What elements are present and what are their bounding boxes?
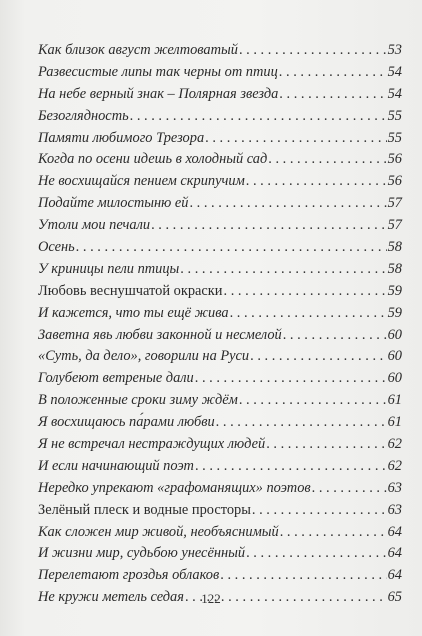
toc-entry-title: Голубеют ветреные дали — [38, 370, 194, 387]
toc-leader-dots — [220, 567, 386, 584]
toc-entry-page: 57 — [387, 195, 402, 212]
toc-entry — [38, 545, 402, 567]
toc-entry-title: Когда по осени идешь в холодный сад — [38, 151, 268, 168]
toc-entry-title: Как сложен мир живой, необъяснимый — [38, 523, 279, 540]
toc-entry — [38, 173, 402, 195]
toc-leader-dots — [283, 327, 387, 344]
toc-entry — [38, 458, 402, 480]
toc-entry-page: 55 — [387, 107, 402, 124]
toc-entry-title: Не кружи метель седая — [38, 589, 184, 606]
toc-entry-title: И кажется, что ты ещё жива — [38, 304, 229, 321]
toc-entry-page: 60 — [387, 348, 402, 365]
toc-entry-page: 59 — [387, 304, 402, 321]
toc-entry — [38, 195, 402, 217]
toc-leader-dots — [76, 239, 387, 256]
toc-leader-dots — [189, 195, 386, 212]
toc-entry-title: И если начинающий поэт — [38, 457, 194, 474]
toc-leader-dots — [205, 130, 386, 147]
toc-leader-dots — [239, 42, 387, 59]
toc-entry-title: Перелетают гроздья облаков — [38, 567, 220, 584]
page-number: 122 — [201, 591, 221, 606]
toc-leader-dots — [312, 480, 387, 497]
toc-entry — [38, 305, 402, 327]
toc-entry-title: И жизни мир, судьбою унесённый — [38, 545, 246, 562]
toc-entry-page: 63 — [387, 479, 402, 496]
toc-entry — [38, 502, 402, 524]
toc-leader-dots — [224, 283, 387, 300]
toc-entry-page: 59 — [387, 282, 402, 299]
toc-entry-title: В положенные сроки зиму ждём — [38, 392, 238, 409]
toc-leader-dots — [239, 392, 387, 409]
toc-entry-page: 61 — [387, 392, 402, 409]
toc-entry-title: «Суть, да дело», говорили на Руси — [38, 348, 250, 365]
toc-entry-page: 58 — [387, 239, 402, 256]
toc-entry — [38, 217, 402, 239]
toc-entry-title: Безоглядность — [38, 107, 129, 124]
toc-entry-page: 61 — [387, 414, 402, 431]
toc-leader-dots — [268, 151, 386, 168]
toc-leader-dots — [151, 217, 387, 234]
table-of-contents — [38, 42, 402, 611]
toc-entry — [38, 524, 402, 546]
toc-entry — [38, 414, 402, 436]
toc-entry-title: Нередко упрекают «графоманящих» поэтов — [38, 479, 311, 496]
toc-entry — [38, 392, 402, 414]
toc-entry-title: Подайте милостыню ей — [38, 195, 189, 212]
toc-leader-dots — [180, 261, 386, 278]
toc-leader-dots — [230, 305, 387, 322]
toc-entry-page: 54 — [387, 63, 402, 80]
toc-entry-page: 64 — [387, 523, 402, 540]
toc-entry-title: Я не встречал нестраждущих людей — [38, 436, 266, 453]
toc-leader-dots — [250, 348, 386, 365]
toc-entry-page: 64 — [387, 545, 402, 562]
toc-entry — [38, 239, 402, 261]
toc-entry-title: Зелёный плеск и водные просторы — [38, 501, 251, 518]
toc-entry-title: Утоли мои печали — [38, 217, 151, 234]
toc-entry-title: На небе верный знак – Полярная звезда — [38, 85, 279, 102]
toc-entry-page: 56 — [387, 151, 402, 168]
toc-entry-title: Заветна явь любви законной и несмелой — [38, 326, 282, 343]
toc-entry-page: 53 — [387, 42, 402, 58]
toc-entry — [38, 370, 402, 392]
toc-entry — [38, 64, 402, 86]
toc-entry — [38, 151, 402, 173]
toc-entry — [38, 130, 402, 152]
toc-entry-page: 57 — [387, 217, 402, 234]
toc-entry-page: 62 — [387, 457, 402, 474]
toc-leader-dots — [266, 436, 386, 453]
toc-leader-dots — [195, 370, 387, 387]
toc-entry-page: 54 — [387, 85, 402, 102]
toc-entry — [38, 261, 402, 283]
toc-leader-dots — [195, 458, 387, 475]
toc-leader-dots — [216, 414, 387, 431]
toc-leader-dots — [279, 64, 387, 81]
toc-entry — [38, 436, 402, 458]
toc-entry-page: 55 — [387, 129, 402, 146]
toc-leader-dots — [252, 502, 387, 519]
toc-entry — [38, 567, 402, 589]
toc-entry-page: 64 — [387, 567, 402, 584]
toc-entry-title: Не восхищайся пением скрипучим — [38, 173, 245, 190]
toc-entry-page: 63 — [387, 501, 402, 518]
toc-entry — [38, 480, 402, 502]
toc-entry-title: Развесистые липы так черны от птиц — [38, 63, 278, 80]
toc-leader-dots — [246, 545, 387, 562]
toc-entry-page: 60 — [387, 370, 402, 387]
toc-entry-page: 62 — [387, 436, 402, 453]
toc-entry — [38, 327, 402, 349]
toc-leader-dots — [130, 108, 387, 125]
toc-entry — [38, 348, 402, 370]
toc-entry-title: Как близок август желтоватый — [38, 42, 238, 58]
toc-entry — [38, 108, 402, 130]
toc-entry — [38, 42, 402, 64]
toc-entry-title: Я восхищаюсь па́рами любви — [38, 414, 215, 431]
toc-entry-page: 58 — [387, 260, 402, 277]
toc-entry-title: Осень — [38, 239, 75, 256]
toc-entry-title: У криницы пели птицы — [38, 260, 180, 277]
toc-entry-title: Памяти любимого Трезора — [38, 129, 205, 146]
toc-entry — [38, 86, 402, 108]
toc-leader-dots — [280, 524, 387, 541]
toc-entry — [38, 283, 402, 305]
toc-entry-title: Любовь веснушчатой окраски — [38, 282, 223, 299]
toc-entry-page: 65 — [387, 589, 402, 606]
toc-leader-dots — [279, 86, 386, 103]
toc-entry-page: 56 — [387, 173, 402, 190]
toc-entry-page: 60 — [387, 326, 402, 343]
toc-leader-dots — [246, 173, 387, 190]
